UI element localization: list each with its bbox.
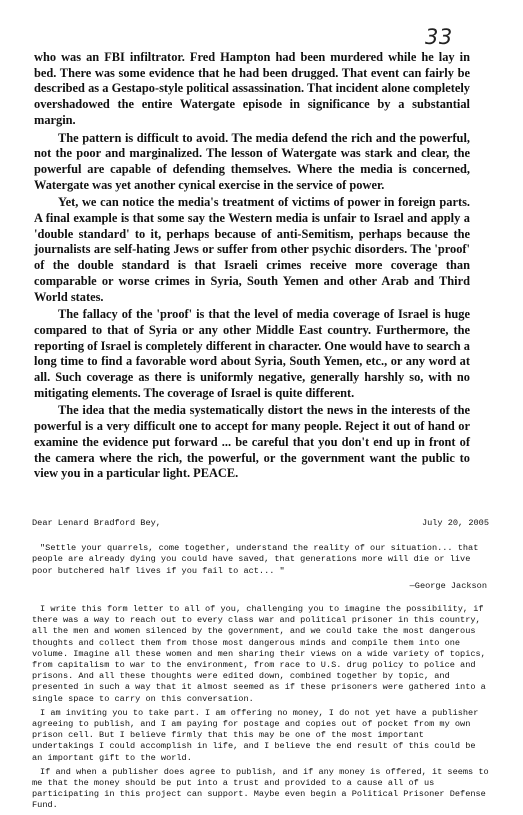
essay-text	[34, 50, 470, 484]
letter-paragraph: If and when a publisher does agree to publish, and if any money is offered, it seems to me that the money should be put into a trust and provided to a cause all of us participating in this project can support. Maybe even begin a Political Prisoner Defense Fund.	[32, 766, 489, 811]
epigraph-quote: "Settle your quarrels, come together, understand the reality of our situation... that people are already dying you could have saved, that generations more will die or live poor butchered half lives if you fail to act... "	[32, 543, 479, 576]
letter-salutation: Dear Lenard Bradford Bey,	[32, 518, 161, 528]
form-letter	[32, 518, 489, 815]
essay-paragraph: who was an FBI infiltrator. Fred Hampton had been murdered while he lay in bed. There was some evidence that he had been drugged. That event can fairly be described as a Gestapo-style political assassination. That incident alone completely overshadowed the entire Watergate episode in significance by a substantial margin.	[34, 50, 470, 127]
essay-paragraph: The idea that the media systematically distort the news in the interests of the powerful is a very difficult one to accept for many people. Reject it out of hand or examine the evidence put forward ... be careful that you don't end up in front of the camera where the rich, the powerful, or the government want the public to view you in a particular light. PEACE.	[34, 403, 470, 481]
page-number: 33	[425, 25, 453, 49]
letter-paragraph: I am inviting you to take part. I am offering no money, I do not yet have a publisher agreeing to publish, and I am paying for postage and copies out of pocket from my own prison cell. But I believe firmly that this may be one of the most important undertakings I could accomplish in life, and I believe the end result of this could be an important gift to the world.	[32, 707, 479, 763]
letter-paragraph: I write this form letter to all of you, challenging you to imagine the possibility, if there was a way to reach out to every class war and political prisoner in this country, all the men and women silenced by the government, and we could take the most dangerous thoughts and collect them from those most dangerous minds and compile them into one volume. Imagine all these women and men sharing their views on a wide variety of topics, from capitalism to war to the environment, from race to U.S. drug policy to police and prisons. And all these thoughts were edited down, combined together by topic, and presented in such a way that it almost seemed as if these prisoners were gathered into a single space to carry on this conversation.	[32, 604, 486, 704]
essay-paragraph: The pattern is difficult to avoid. The media defend the rich and the powerful, not the poor and marginalized. The lesson of Watergate was stark and clear, the powerful are capable of defending themselves. Where the media is concerned, Watergate was yet another cynical exercise in the service of power.	[34, 130, 470, 192]
essay-paragraph: Yet, we can notice the media's treatment of victims of power in foreign parts. A final example is that some say the Western media is unfair to Israel and apply a 'double standard' to it, perhaps because of anti-Semitism, perhaps because the journalists are self-hating Jews or suffer from other psychic disorders. The 'proof' of the double standard is that Israeli crimes receive more coverage than comparable or worse crimes in Syria, South Yemen and other Arab and Third World states.	[34, 195, 470, 304]
letter-header	[32, 518, 489, 529]
essay-paragraph: The fallacy of the 'proof' is that the level of media coverage of Israel is huge compared to that of Syria or any other Middle East country. Furthermore, the reporting of Israel is completely different in character. One would have to search a long time to find a favorable word about Syria, South Yemen, etc., or any word at all. Such coverage as there is uniformly negative, generally harshly so, with no mitigating elements. The coverage of Israel is quite different.	[34, 307, 470, 400]
letter-date: July 20, 2005	[421, 518, 489, 528]
epigraph-attribution: —George Jackson	[409, 580, 487, 591]
